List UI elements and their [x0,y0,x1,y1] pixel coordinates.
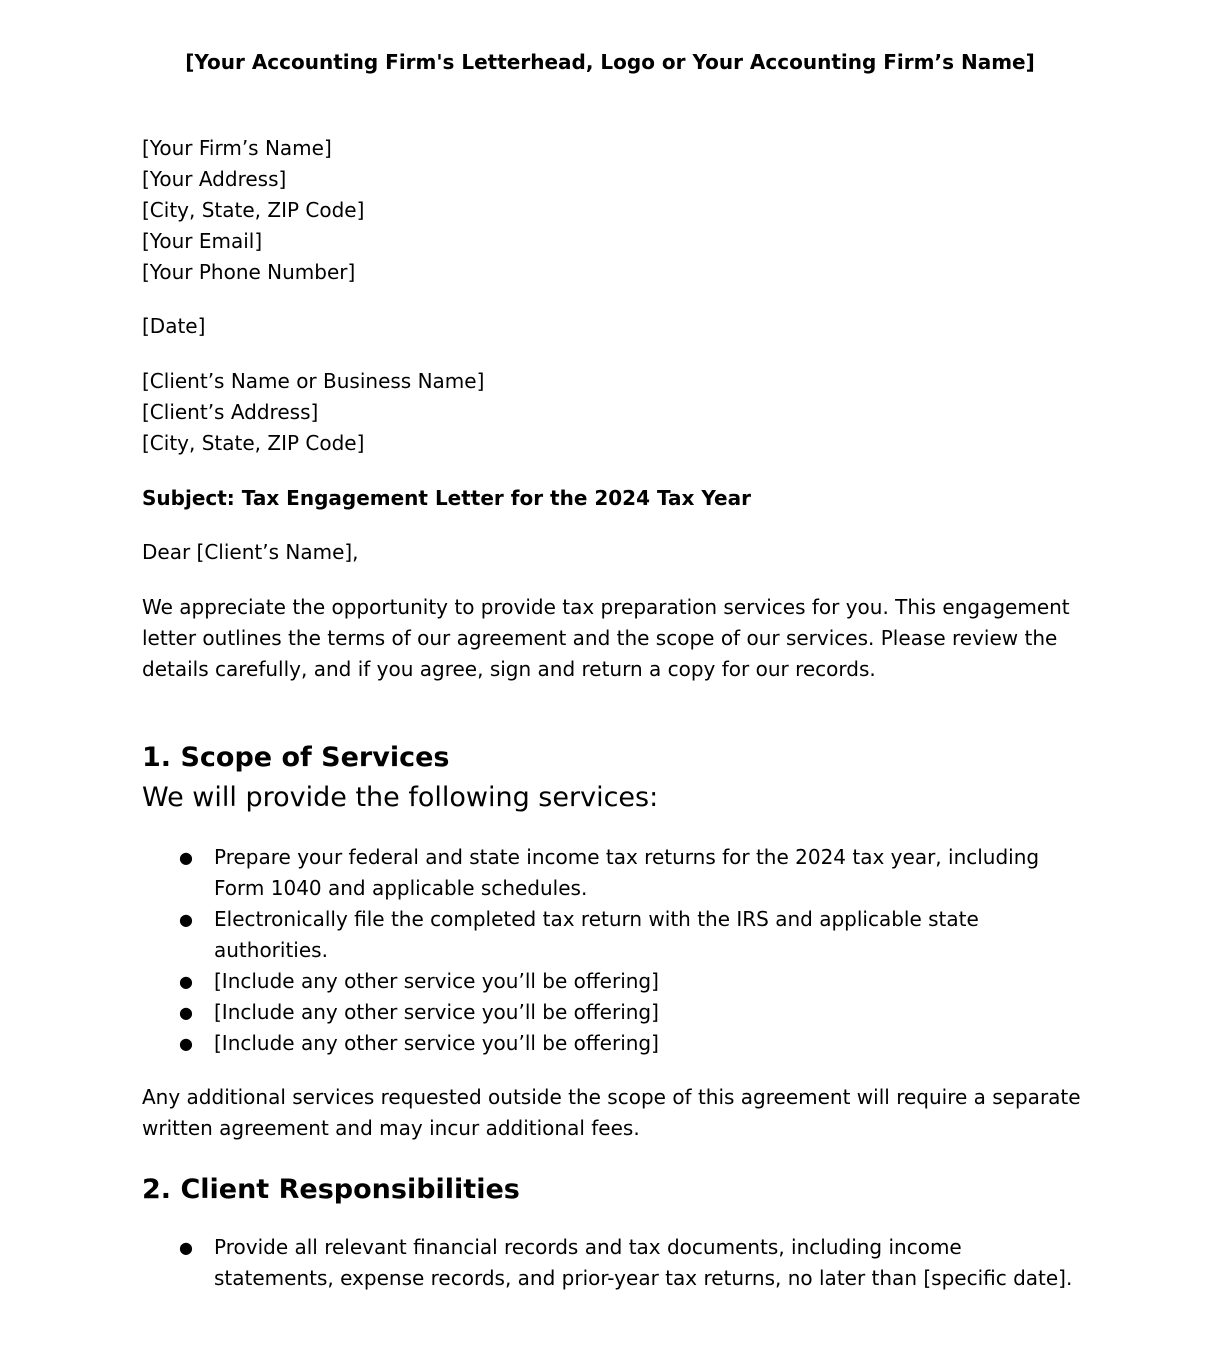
list-item: ● [Include any other service you’ll be offering] [142,997,1082,1028]
bullet-icon: ● [179,1003,193,1022]
list-item: ● [Include any other service you’ll be offering] [142,1028,1082,1059]
section2-heading: 2. Client Responsibilities [142,1174,520,1205]
recipient-name: [Client’s Name or Business Name] [142,369,485,393]
sender-block [142,133,364,288]
subject-line: Subject: Tax Engagement Letter for the 2024 Tax Year [142,486,751,510]
bullet-icon: ● [179,972,193,991]
list-item: ● Electronically file the completed tax return with the IRS and applicable state authorities. [142,904,1082,966]
list-item: ● [Include any other service you’ll be offering] [142,966,1082,997]
recipient-block [142,366,484,459]
sender-city-state-zip: [City, State, ZIP Code] [142,198,365,222]
list-item: ● Prepare your federal and state income tax returns for the 2024 tax year, including Form 1040 and applicable schedules. [142,842,1082,904]
bullet-icon: ● [179,848,193,867]
recipient-address: [Client’s Address] [142,400,319,424]
sender-phone: [Your Phone Number] [142,260,356,284]
section1-intro: We will provide the following services: [142,782,659,813]
letterhead: [Your Accounting Firm's Letterhead, Logo or Your Accounting Firm’s Name] [185,50,1035,74]
sender-email: [Your Email] [142,229,263,253]
letter-date: [Date] [142,314,206,338]
bullet-icon: ● [179,1034,193,1053]
intro-paragraph: We appreciate the opportunity to provide tax preparation services for you. This engagement letter outlines the terms of our agreement and the scope of our services. Please review the details carefully, and if you agree, sign and return a copy for our records. [142,595,1070,681]
sender-address: [Your Address] [142,167,287,191]
sender-firm-name: [Your Firm’s Name] [142,136,332,160]
section2-list [142,1232,1082,1294]
recipient-city-state-zip: [City, State, ZIP Code] [142,431,365,455]
section1-list [142,842,1082,1059]
list-item: ● Provide all relevant financial records and tax documents, including income statements, expense records, and prior-year tax returns, no later than [specific date]. [142,1232,1082,1294]
bullet-icon: ● [179,1238,193,1257]
bullet-icon: ● [179,910,193,929]
section1-heading: 1. Scope of Services [142,742,450,773]
salutation: Dear [Client’s Name], [142,540,359,564]
section1-closing: Any additional services requested outside the scope of this agreement will require a separate written agreement and may incur additional fees. [142,1085,1081,1140]
